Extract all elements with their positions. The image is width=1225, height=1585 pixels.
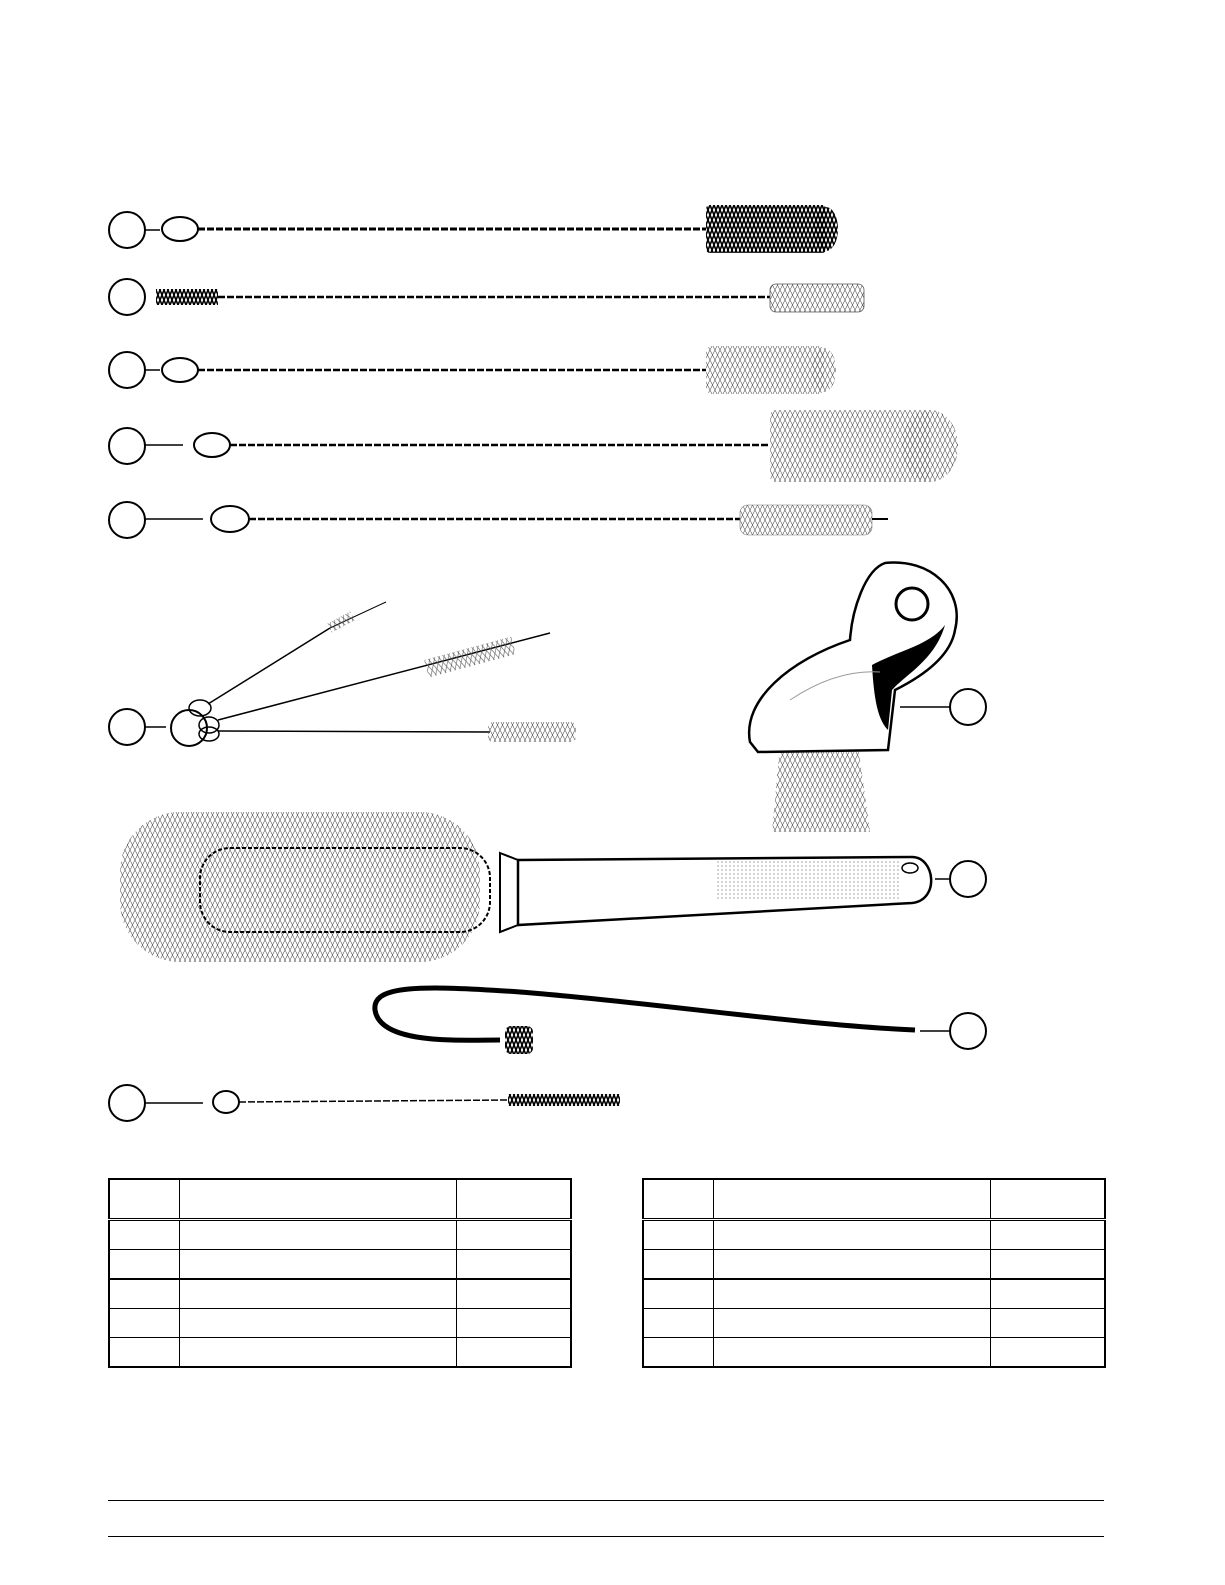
callout-7 xyxy=(950,689,986,725)
callout-4 xyxy=(109,428,145,464)
brush-3 xyxy=(109,346,836,394)
table-cell xyxy=(643,1309,714,1338)
table-cell xyxy=(643,1338,714,1368)
table-cell xyxy=(714,1309,991,1338)
brush-4 xyxy=(109,410,958,482)
brush-5 xyxy=(109,502,888,538)
callout-6 xyxy=(109,709,145,745)
table-cell xyxy=(990,1338,1105,1368)
brush-set-6 xyxy=(109,602,576,746)
callout-3 xyxy=(109,352,145,388)
large-brush-8 xyxy=(120,812,986,962)
table-row xyxy=(643,1279,1105,1309)
callout-5 xyxy=(109,502,145,538)
table-row xyxy=(643,1309,1105,1338)
table-cell xyxy=(109,1220,180,1250)
table-cell xyxy=(180,1338,457,1368)
header-cell xyxy=(990,1179,1105,1220)
table-row xyxy=(643,1220,1105,1250)
table-row xyxy=(109,1338,571,1368)
table-row xyxy=(643,1250,1105,1280)
table-cell xyxy=(109,1279,180,1309)
callout-1 xyxy=(109,212,145,248)
table-row xyxy=(109,1309,571,1338)
table-cell xyxy=(180,1279,457,1309)
table-cell xyxy=(456,1250,571,1280)
footer-rule-top xyxy=(108,1500,1104,1501)
table-cell xyxy=(714,1279,991,1309)
table-cell xyxy=(643,1279,714,1309)
brush-2 xyxy=(109,279,864,315)
callout-2 xyxy=(109,279,145,315)
callout-9 xyxy=(950,1013,986,1049)
table-cell xyxy=(456,1338,571,1368)
bristles-dark xyxy=(706,205,826,253)
callout-8 xyxy=(950,861,986,897)
header-cell xyxy=(109,1179,180,1220)
header-cell xyxy=(456,1179,571,1220)
header-cell xyxy=(714,1179,991,1220)
table-cell xyxy=(456,1220,571,1250)
table-cell xyxy=(456,1279,571,1309)
table-cell xyxy=(180,1309,457,1338)
table-cell xyxy=(990,1220,1105,1250)
table-cell xyxy=(990,1279,1105,1309)
table-cell xyxy=(109,1309,180,1338)
table-cell xyxy=(180,1250,457,1280)
table-cell xyxy=(714,1220,991,1250)
table-cell xyxy=(714,1250,991,1280)
table-row xyxy=(643,1338,1105,1368)
handheld-brush-7 xyxy=(749,562,986,832)
table-cell xyxy=(109,1338,180,1368)
table-cell xyxy=(456,1309,571,1338)
parts-table-right xyxy=(642,1178,1106,1368)
table-cell xyxy=(643,1250,714,1280)
table-cell xyxy=(714,1338,991,1368)
table-cell xyxy=(180,1220,457,1250)
table-cell xyxy=(643,1220,714,1250)
table-row xyxy=(109,1250,571,1280)
table-row xyxy=(109,1220,571,1250)
handle-loop xyxy=(162,217,198,241)
table-row xyxy=(109,1279,571,1309)
callout-10 xyxy=(109,1085,145,1121)
header-cell xyxy=(180,1179,457,1220)
table-cell xyxy=(109,1250,180,1280)
table-cell xyxy=(990,1250,1105,1280)
footer-rule-bottom xyxy=(108,1536,1104,1537)
brush-1 xyxy=(109,205,838,253)
brush-10 xyxy=(109,1085,620,1121)
parts-table-left xyxy=(108,1178,572,1368)
header-cell xyxy=(643,1179,714,1220)
table-cell xyxy=(990,1309,1105,1338)
flexible-brush-9 xyxy=(375,988,986,1054)
